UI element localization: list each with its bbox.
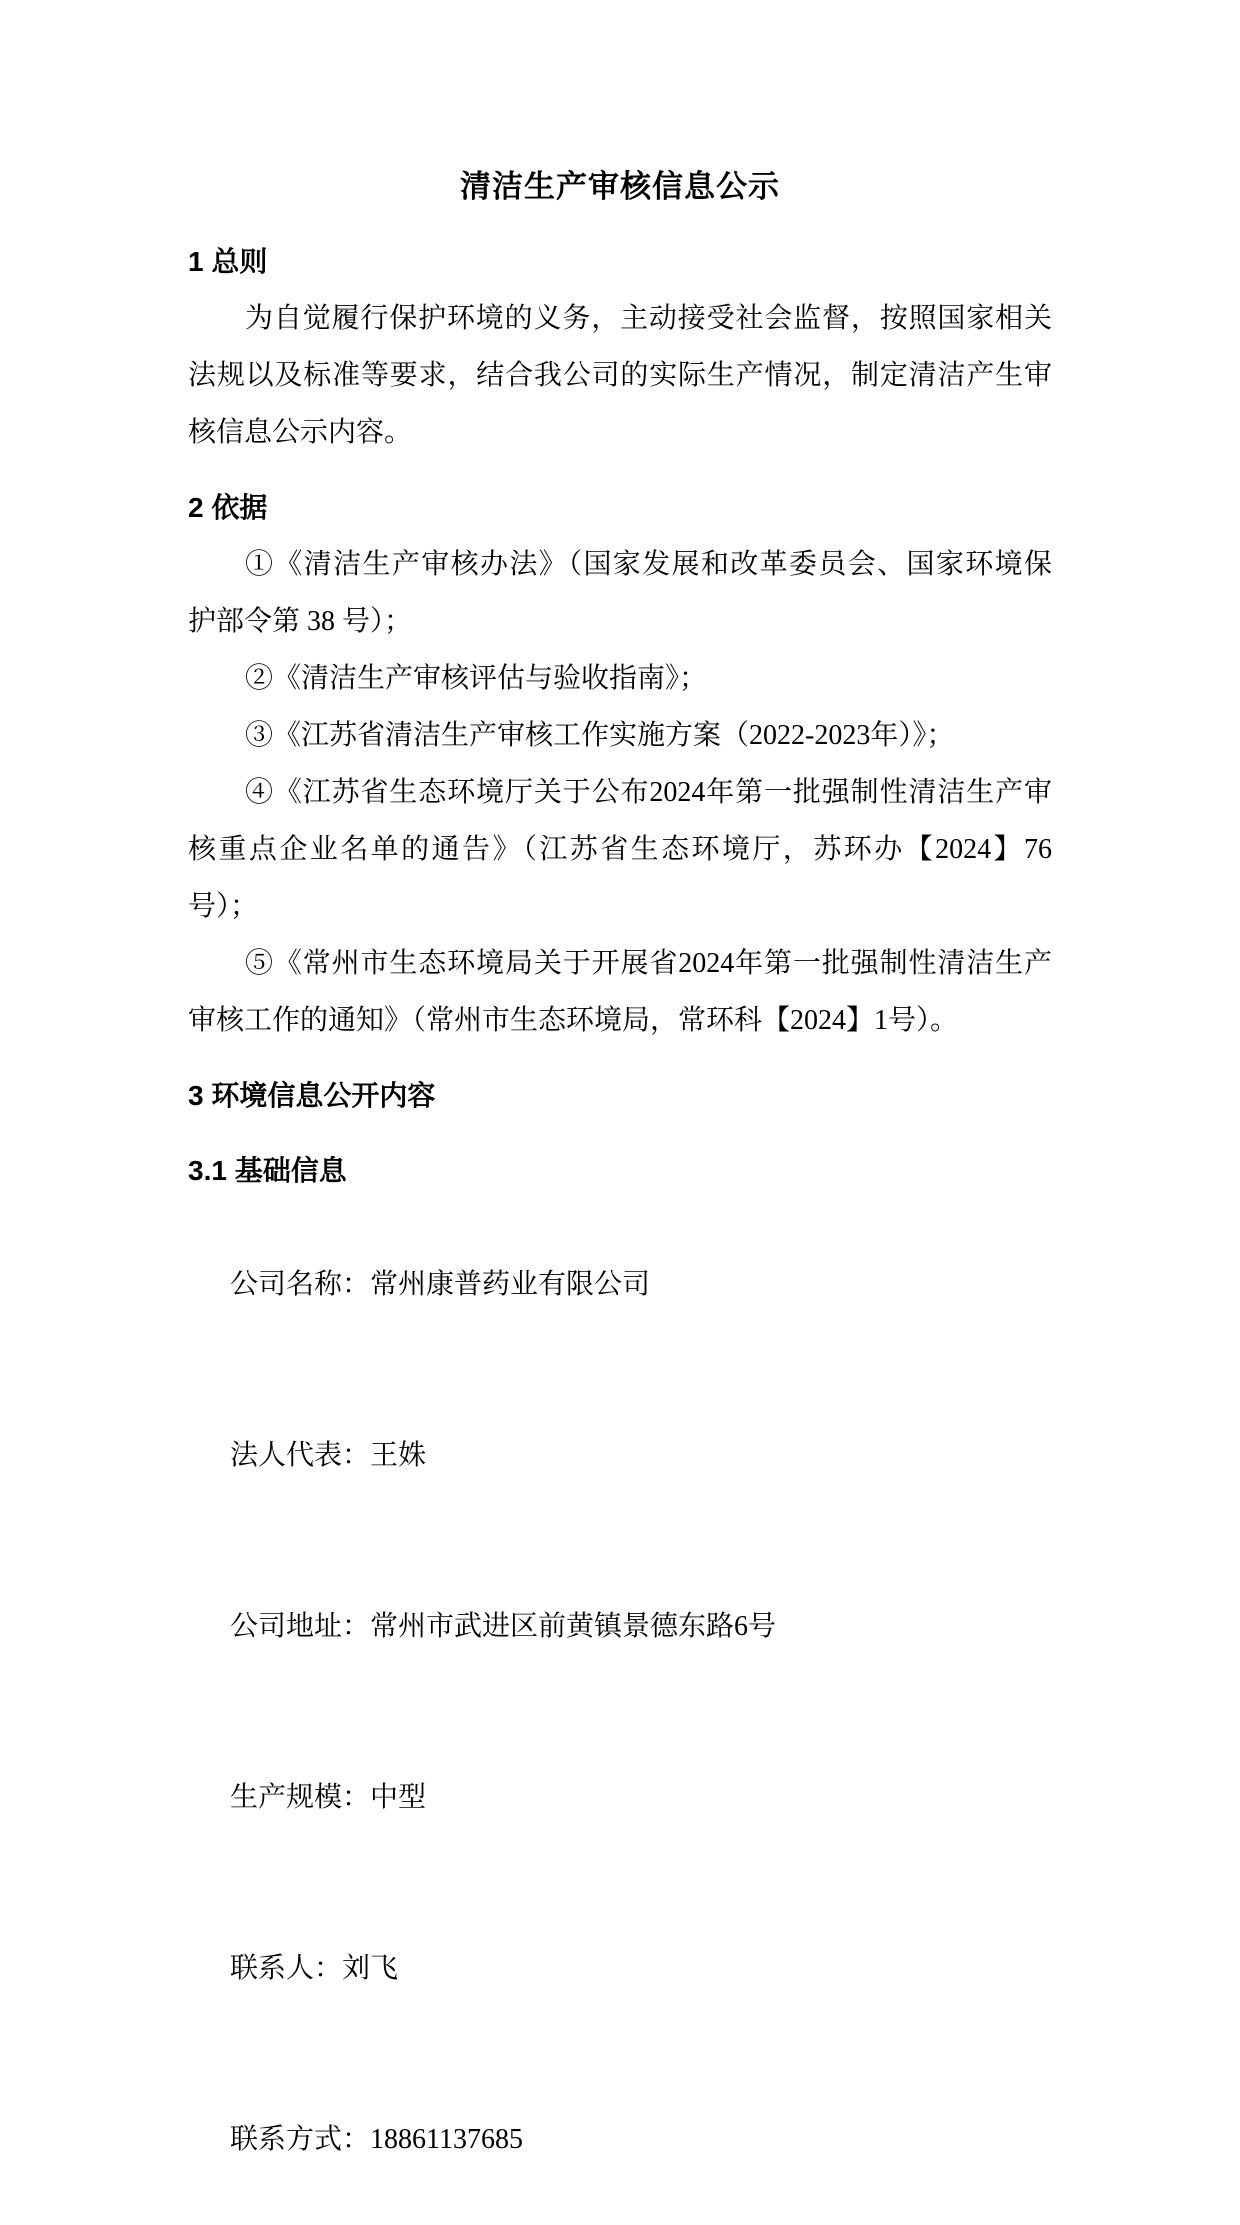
section-2-heading: 2 依据 (188, 492, 268, 523)
list-item-line: ①《清洁生产审核办法》（国家发展和改革委员会、国家环境保 (245, 549, 1052, 580)
list-item-line: 核重点企业名单的通告》（江苏省生态环境厅，苏环办【2024】76 (188, 834, 1052, 865)
list-item (188, 935, 1052, 1049)
info-field-label: 联系方式： (230, 2124, 371, 2155)
info-field-label: 法人代表： (230, 1440, 371, 1471)
document-title: 清洁生产审核信息公示 (460, 169, 780, 204)
list-item-line: 号）； (188, 891, 259, 922)
list-item-line: ③《江苏省清洁生产审核工作实施方案（2022-2023年）》； (245, 720, 955, 751)
info-field-production-scale (188, 1712, 1052, 1883)
info-field-label: 公司名称： (230, 1269, 371, 1300)
paragraph-line: 法规以及标准等要求，结合我公司的实际生产情况，制定清洁产生审 (188, 360, 1052, 391)
info-field-value: 刘飞 (342, 1953, 399, 1984)
list-item (188, 764, 1052, 935)
list-item (188, 536, 1052, 650)
info-field-contact-person (188, 1883, 1052, 2054)
list-item-line: ⑤《常州市生态环境局关于开展省2024年第一批强制性清洁生产 (245, 948, 1052, 979)
list-item-line: ②《清洁生产审核评估与验收指南》； (245, 663, 708, 694)
subsection-3-1-heading: 3.1 基础信息 (188, 1155, 347, 1186)
info-field-company-name (188, 1199, 1052, 1370)
list-item (188, 650, 1052, 707)
list-item-line: ④《江苏省生态环境厅关于公布2024年第一批强制性清洁生产审 (245, 777, 1052, 808)
info-field-value: 王姝 (370, 1440, 427, 1471)
info-field-value: 常州康普药业有限公司 (370, 1269, 651, 1300)
paragraph-line: 为自觉履行保护环境的义务，主动接受社会监督，按照国家相关 (245, 303, 1052, 334)
list-item-line: 审核工作的通知》（常州市生态环境局，常环科【2024】1号）。 (188, 1005, 959, 1036)
info-field-value: 18861137685 (370, 2124, 523, 2155)
basic-info-list (188, 1199, 1052, 2225)
info-field-value: 中型 (370, 1782, 427, 1813)
section-3-heading: 3 环境信息公开内容 (188, 1080, 436, 1111)
paragraph-line: 核信息公示内容。 (188, 417, 413, 448)
section-1-heading: 1 总则 (188, 246, 268, 277)
info-field-label: 生产规模： (230, 1782, 371, 1813)
list-item (188, 707, 1052, 764)
list-item-line: 护部令第 38 号）； (188, 606, 413, 637)
info-field-contact-number (188, 2054, 1052, 2225)
info-field-company-address (188, 1541, 1052, 1712)
info-field-label: 公司地址： (230, 1611, 371, 1642)
section-1-paragraph (188, 290, 1052, 461)
info-field-legal-representative (188, 1370, 1052, 1541)
info-field-value: 常州市武进区前黄镇景德东路6号 (370, 1611, 777, 1642)
section-2-items (188, 536, 1052, 1049)
info-field-label: 联系人： (230, 1953, 343, 1984)
